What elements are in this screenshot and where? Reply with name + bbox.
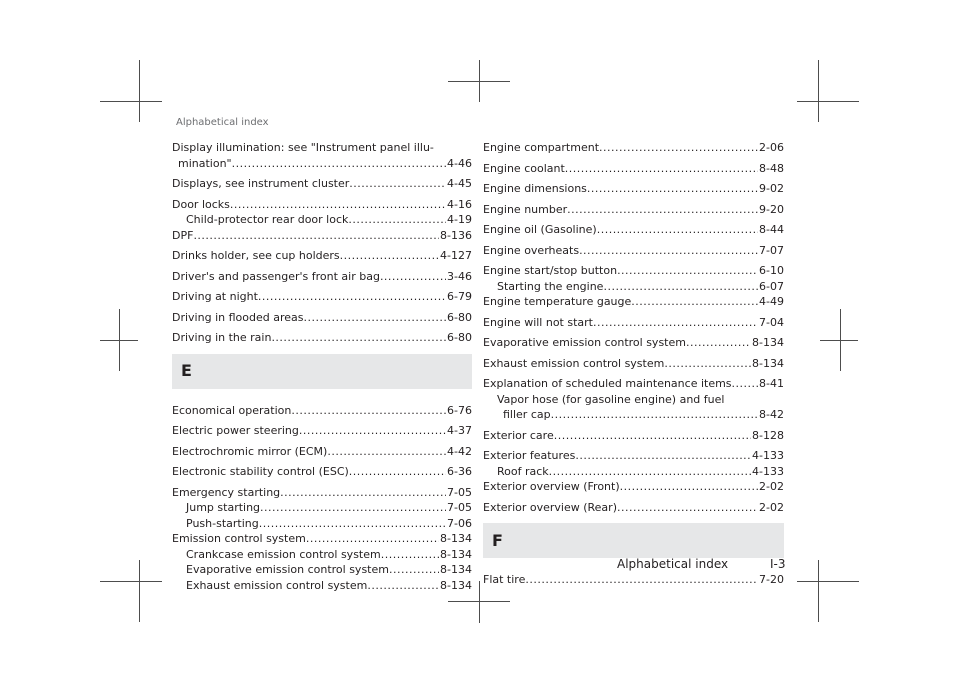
dot-leader [593, 315, 758, 331]
entry-label: Electric power steering [172, 424, 299, 437]
index-entry [172, 500, 472, 516]
entry-label: Economical operation [172, 403, 292, 417]
entry-label: Engine temperature gauge [483, 295, 632, 308]
entry-label: Driving in flooded areas [172, 310, 304, 324]
entry-page-ref: 4-19 [447, 213, 472, 226]
entry-label: Exhaust emission control system [483, 356, 665, 370]
entry-label: Electrochromic mirror (ECM) [172, 444, 328, 458]
entry-label: Emission control system [172, 532, 306, 545]
entry-label: DPF [172, 228, 194, 242]
entry-page-ref: 4-45 [447, 177, 472, 190]
entry-label: Engine compartment [483, 141, 600, 154]
dot-leader [565, 161, 758, 177]
index-entry [172, 228, 472, 244]
entry-label-continued: mination" [178, 156, 232, 170]
entry-label: Jump starting [186, 501, 261, 514]
dot-leader [340, 248, 439, 264]
entry-label: Exterior care [483, 428, 554, 442]
dot-leader [597, 222, 758, 238]
index-entry [483, 464, 784, 480]
entry-label: Vapor hose (for gasoline engine) and fuel [497, 392, 725, 406]
entry-page-ref: 4-133 [752, 449, 784, 462]
dot-leader [686, 335, 751, 351]
index-entry [172, 444, 472, 460]
entry-label: Displays, see instrument cluster [172, 177, 350, 190]
entry-label: Crankcase emission control system [186, 547, 381, 561]
dot-leader [599, 140, 758, 156]
entry-page-ref: 8-134 [440, 532, 472, 545]
dot-leader [291, 403, 446, 419]
dot-leader [631, 294, 758, 310]
entry-page-ref: 8-128 [752, 428, 784, 442]
entry-page-ref: 4-46 [447, 156, 472, 170]
entry-page-ref: 8-136 [440, 228, 472, 242]
index-entry [172, 289, 472, 305]
entry-label: Electronic stability control (ESC) [172, 465, 349, 478]
dot-leader [567, 202, 758, 218]
entry-page-ref: 2-02 [759, 500, 784, 514]
entry-label: Driving in the rain [172, 331, 272, 344]
dot-leader [193, 228, 439, 244]
entry-label: Roof rack [497, 464, 549, 478]
index-entry [172, 330, 472, 346]
index-entry [483, 500, 784, 516]
index-entry [483, 263, 784, 279]
index-entry [172, 269, 472, 285]
dot-leader [554, 428, 751, 444]
index-entry [172, 464, 472, 480]
dot-leader [617, 263, 758, 279]
entry-page-ref: 8-134 [752, 356, 784, 370]
entry-page-ref: 7-05 [447, 501, 472, 514]
dot-leader [732, 376, 758, 392]
entry-page-ref: 4-49 [759, 295, 784, 308]
entry-label: Explanation of scheduled maintenance items [483, 377, 732, 390]
index-entry [172, 212, 472, 228]
dot-leader [579, 243, 758, 259]
index-entry [172, 485, 472, 501]
dot-leader [587, 181, 758, 197]
entry-page-ref: 4-16 [447, 197, 472, 211]
entry-page-ref: 8-48 [759, 161, 784, 175]
index-entry [483, 315, 784, 331]
section-letter-heading [483, 523, 784, 558]
entry-page-ref: 4-127 [440, 249, 472, 262]
dot-leader [551, 407, 758, 423]
entry-page-ref: 8-134 [752, 336, 784, 349]
dot-leader [380, 269, 446, 285]
index-entry [483, 222, 784, 238]
dot-leader [258, 289, 446, 305]
entry-page-ref: 7-20 [759, 573, 784, 586]
index-entry [172, 197, 472, 213]
entry-page-ref: 7-06 [447, 516, 472, 530]
entry-continuation [483, 407, 784, 423]
dot-leader [549, 464, 751, 480]
index-entry [172, 140, 472, 171]
index-entry [483, 140, 784, 156]
entry-label: Evaporative emission control system [483, 336, 686, 349]
dot-leader [664, 356, 751, 372]
entry-page-ref: 9-02 [759, 182, 784, 195]
entry-label: Engine start/stop button [483, 264, 618, 277]
entry-label: Engine coolant [483, 161, 565, 175]
index-entry [172, 547, 472, 563]
entry-label: Starting the engine [497, 279, 604, 293]
entry-page-ref: 6-79 [447, 290, 472, 303]
index-entry [483, 243, 784, 259]
index-entry [172, 176, 472, 192]
dot-leader [525, 572, 758, 588]
dot-leader [230, 197, 446, 213]
entry-page-ref: 8-41 [759, 377, 784, 390]
entry-page-ref: 7-04 [759, 315, 784, 329]
entry-label: Child-protector rear door lock [186, 213, 349, 226]
entry-page-ref: 8-42 [759, 408, 784, 421]
entry-page-ref: 7-07 [759, 243, 784, 257]
index-entry [483, 279, 784, 295]
entry-label-continued: filler cap [503, 408, 551, 421]
entry-page-ref: 6-80 [447, 331, 472, 344]
index-entry [483, 392, 784, 423]
entry-page-ref: 6-07 [759, 279, 784, 293]
entry-label: Door locks [172, 197, 230, 211]
entry-label: Push-starting [186, 516, 259, 530]
dot-leader [389, 562, 439, 578]
entry-page-ref: 9-20 [759, 202, 784, 216]
dot-leader [620, 479, 758, 495]
dot-leader [259, 516, 446, 532]
section-letter: E [181, 361, 192, 381]
dot-leader [280, 485, 446, 501]
section-letter-heading [172, 354, 472, 389]
entry-page-ref: 4-42 [447, 444, 472, 458]
index-entry [172, 310, 472, 326]
index-entry [483, 479, 784, 495]
entry-label: Engine dimensions [483, 182, 587, 195]
dot-leader [348, 212, 446, 228]
index-entry [483, 428, 784, 444]
dot-leader [299, 423, 446, 439]
entry-label: Drinks holder, see cup holders [172, 249, 340, 262]
index-entry [172, 248, 472, 264]
index-entry [172, 423, 472, 439]
entry-label: Exterior overview (Front) [483, 480, 620, 493]
dot-leader [381, 547, 439, 563]
entry-label: Driving at night [172, 290, 258, 303]
section-letter: F [492, 530, 503, 550]
entry-label: Engine overheats [483, 243, 580, 257]
page-number: I-3 [770, 557, 786, 571]
index-entry [483, 294, 784, 310]
entry-label: Exterior features [483, 449, 576, 462]
entry-label: Engine will not start [483, 315, 593, 329]
footer-title: Alphabetical index [617, 557, 729, 571]
index-entry [172, 516, 472, 532]
index-column-left [172, 140, 472, 593]
dot-leader [575, 448, 751, 464]
entry-label: Engine oil (Gasoline) [483, 223, 597, 236]
index-entry [483, 356, 784, 372]
entry-page-ref: 2-02 [759, 480, 784, 493]
entry-label: Engine number [483, 202, 568, 216]
index-entry [172, 403, 472, 419]
index-entry [483, 335, 784, 351]
entry-label: Emergency starting [172, 485, 281, 499]
entry-continuation [172, 156, 472, 172]
entry-page-ref: 6-10 [759, 264, 784, 277]
dot-leader [617, 500, 758, 516]
index-entry [172, 578, 472, 594]
entry-label: Evaporative emission control system [186, 563, 389, 576]
dot-leader [367, 578, 439, 594]
entry-page-ref: 4-133 [752, 464, 784, 478]
entry-page-ref: 6-76 [447, 403, 472, 417]
running-header: Alphabetical index [176, 117, 269, 128]
entry-label: Flat tire [483, 573, 526, 586]
dot-leader [327, 444, 446, 460]
index-entry [483, 572, 784, 588]
entry-page-ref: 6-36 [447, 465, 472, 478]
index-entry [483, 376, 784, 392]
entry-page-ref: 8-134 [440, 547, 472, 561]
index-entry [172, 562, 472, 578]
dot-leader [303, 310, 446, 326]
dot-leader [349, 176, 446, 192]
entry-label: Display illumination: see "Instrument panel illu- [172, 141, 434, 154]
index-column-right [483, 140, 784, 593]
entry-page-ref: 7-05 [447, 485, 472, 499]
entry-page-ref: 6-80 [447, 310, 472, 324]
dot-leader [349, 464, 446, 480]
entry-page-ref: 4-37 [447, 424, 472, 437]
entry-page-ref: 2-06 [759, 141, 784, 154]
index-entry [483, 202, 784, 218]
entry-page-ref: 8-44 [759, 223, 784, 236]
dot-leader [260, 500, 446, 516]
entry-page-ref: 8-134 [440, 563, 472, 576]
index-entry [483, 181, 784, 197]
dot-leader [271, 330, 446, 346]
dot-leader [232, 156, 446, 172]
index-entry [483, 448, 784, 464]
entry-page-ref: 3-46 [447, 269, 472, 283]
entry-label: Exterior overview (Rear) [483, 500, 617, 514]
entry-label: Driver's and passenger's front air bag [172, 269, 380, 283]
entry-label: Exhaust emission control system [186, 578, 368, 592]
dot-leader [603, 279, 758, 295]
entry-page-ref: 8-134 [440, 578, 472, 592]
index-entry [172, 531, 472, 547]
index-entry [483, 161, 784, 177]
dot-leader [306, 531, 439, 547]
